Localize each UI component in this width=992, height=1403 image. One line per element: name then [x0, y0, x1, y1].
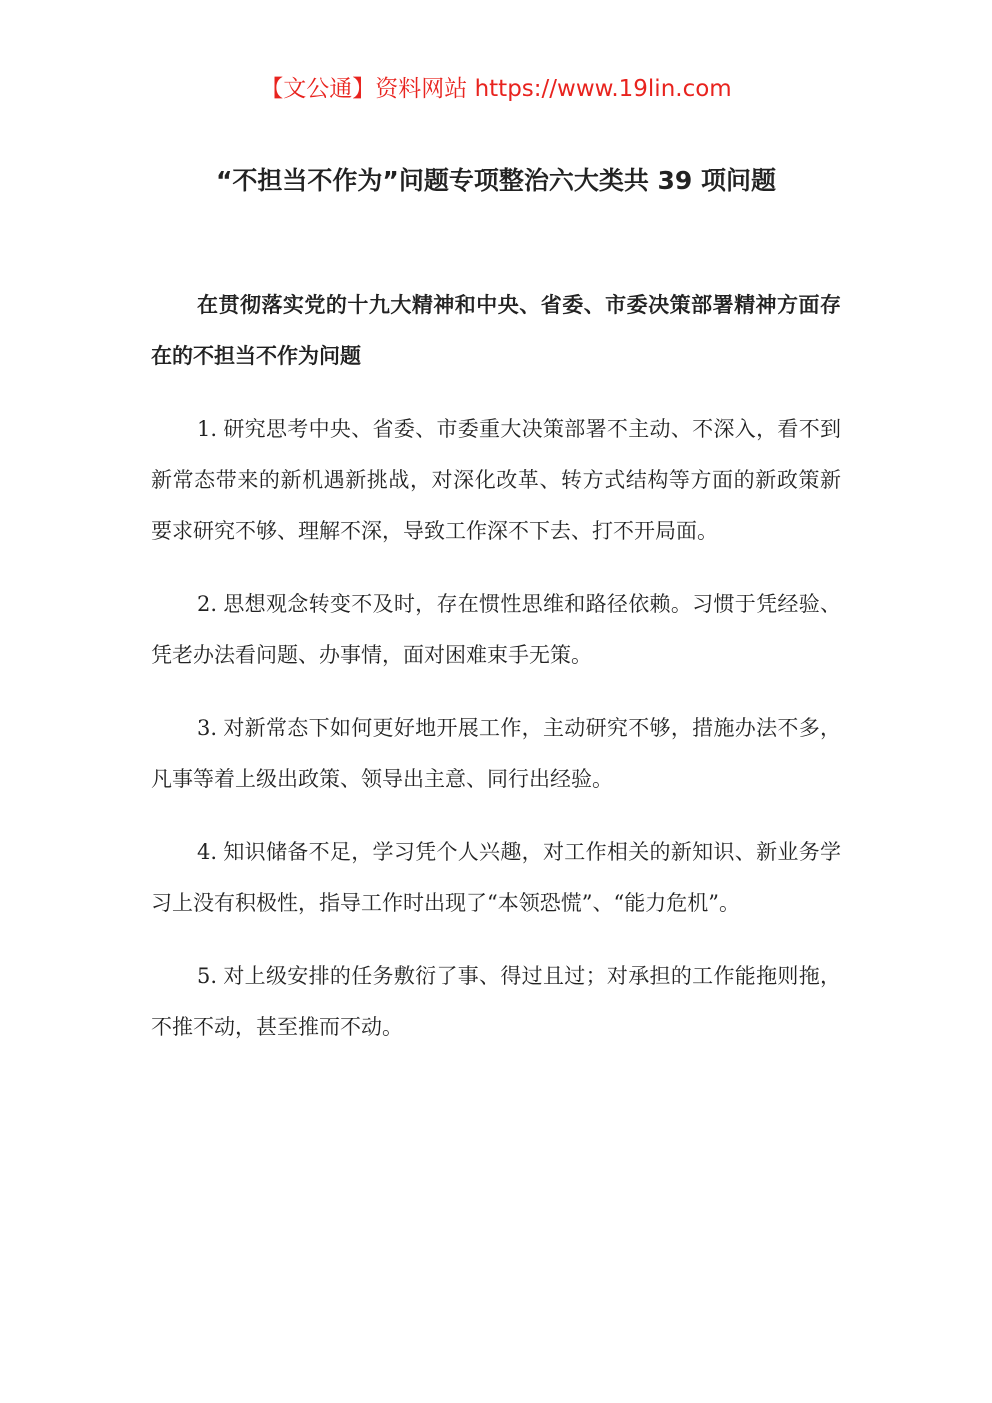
item-number: 1. [197, 417, 218, 441]
section-heading: 在贯彻落实党的十九大精神和中央、省委、市委决策部署精神方面存在的不担当不作为问题 [151, 293, 841, 368]
item-text: 研究思考中央、省委、市委重大决策部署不主动、不深入，看不到新常态带来的新机遇新挑战，对深化改革、转方式结构等方面的新政策新要求研究不够、理解不深，导致工作深不下去、打不开局面。 [151, 417, 841, 543]
document-title: “不担当不作为”问题专项整治六大类共 39 项问题 [215, 166, 777, 195]
document-body [151, 280, 841, 1053]
list-item-4 [151, 827, 841, 929]
item-text: 知识储备不足，学习凭个人兴趣，对工作相关的新知识、新业务学习上没有积极性，指导工作时出现了“本领恐慌”、“能力危机”。 [151, 840, 841, 915]
list-item-3 [151, 703, 841, 805]
list-item-2 [151, 579, 841, 681]
item-text: 对新常态下如何更好地开展工作，主动研究不够，措施办法不多，凡事等着上级出政策、领导出主意、同行出经验。 [151, 716, 841, 791]
item-number: 4. [197, 840, 218, 864]
website-banner[interactable]: 【文公通】资料网站 https://www.19lin.com [260, 76, 732, 102]
item-number: 3. [197, 716, 218, 740]
item-text: 对上级安排的任务敷衍了事、得过且过；对承担的工作能拖则拖，不推不动，甚至推而不动。 [151, 964, 841, 1039]
item-text: 思想观念转变不及时，存在惯性思维和路径依赖。习惯于凭经验、凭老办法看问题、办事情，面对困难束手无策。 [151, 592, 841, 667]
list-item-1 [151, 404, 841, 557]
item-number: 2. [197, 592, 218, 616]
list-item-5 [151, 951, 841, 1053]
item-number: 5. [197, 964, 218, 988]
